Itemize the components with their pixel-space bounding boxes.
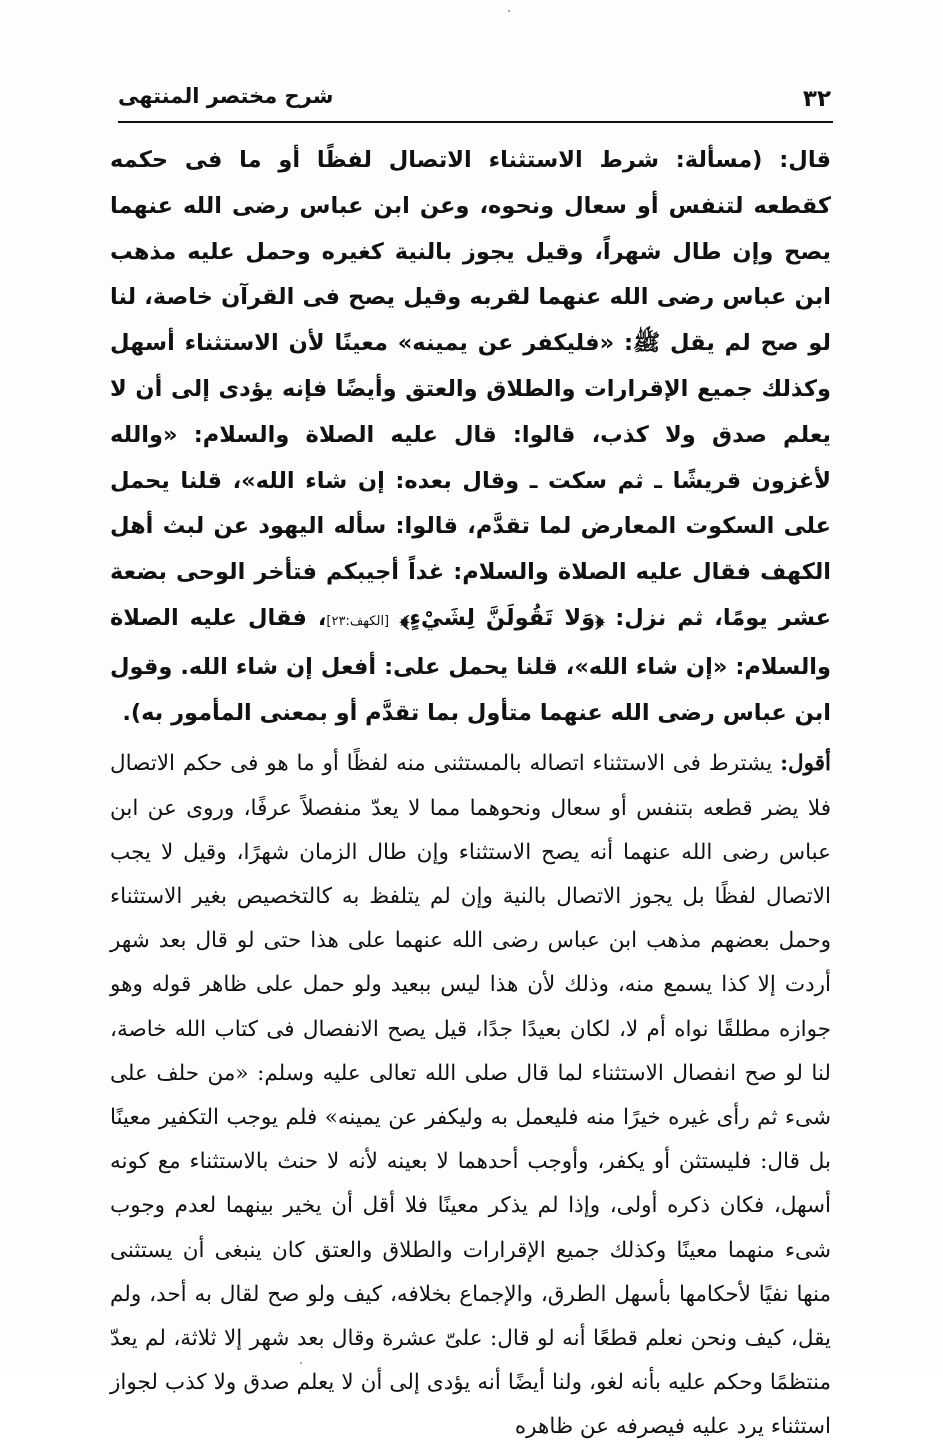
scan-speck (300, 1362, 302, 1364)
quran-reference: [الكهف:٢٣] (326, 613, 390, 629)
commentary-paragraph (110, 742, 831, 1449)
page-number: ٣٢ (802, 86, 831, 112)
quote-text: (مسألة: شرط الاستثناء الاتصال لفظًا أو ما فى حكمه كقطعه لتنفس أو سعال ونحوه، وعن ابن عباس رضى الله عنهما يصح وإن طال شهراً، وقيل يجوز بالنية كغيره وحمل عليه مذهب ابن عباس رضى الله عنهما لقربه وقيل يصح فى القرآن خاصة، لنا لو صح لم يقل ﷺ: «فليكفر عن يمينه» معينًا لأن الاستثناء أسهل وكذلك جميع الإقرارات والطلاق والعتق وأيضًا فإنه يؤدى إلى أن لا يعلم صدق ولا كذب، قالوا: قال عليه الصلاة والسلام: «والله لأغزون قريشًا ـ ثم سكت ـ وقال بعده: إن شاء الله»، قلنا يحمل على السكوت المعارض لما تقدَّم، قالوا: سأله اليهود عن لبث أهل الكهف فقال عليه الصلاة والسلام: غداً أجيبكم فتأخر الوحى بضعة عشر يومًا، ثم نزل: ﴿وَلا تَقُولَنَّ لِشَيْءٍ﴾ (110, 147, 831, 631)
running-title: شرح مختصر المنتهى (118, 84, 334, 108)
header-rule (118, 121, 833, 123)
quote-text-continued: ، فقال عليه الصلاة والسلام: «إن شاء الله»، قلنا يحمل على: أفعل إن شاء الله. وقول ابن عباس رضى الله عنهما متأول بما تقدَّم أو بمعنى المأمور به). (110, 604, 831, 726)
sharh-commentary (110, 742, 831, 1449)
scan-speck (508, 10, 510, 12)
page-header (118, 82, 831, 118)
commentary-text: يشترط فى الاستثناء اتصاله بالمستثنى منه لفظًا أو ما هو فى حكم الاتصال فلا يضر قطعه بتنفس أو سعال ونحوهما مما لا يعدّ منفصلاً عرفًا، وروى عن ابن عباس رضى الله عنهما أنه يصح الاستثناء وإن طال الزمان شهرًا، وقيل لا يجب الاتصال لفظًا بل يجوز الاتصال بالنية وإن لم يتلفظ به كالتخصيص بغير الاستثناء وحمل بعضهم مذهب ابن عباس رضى الله عنهما على هذا حتى لو قال بعد شهر أردت إلا كذا يسمع منه، وذلك لأن هذا ليس ببعيد ولو حمل على ظاهر قوله وهو جوازه مطلقًا نواه أم لا، لكان بعيدًا جدًا، قيل يصح الانفصال فى كتاب الله خاصة، لنا لو صح انفصال الاستثناء لما قال صلى الله تعالى عليه وسلم: «من حلف على شىء ثم رأى غيره خيرًا منه فليعمل به وليكفر عن يمينه» فلم يوجب التكفير معينًا بل قال: فليستثن أو يكفر، وأوجب أحدهما لا بعينه لأنه لا حنث بالاستثناء مع كونه أسهل، فكان ذكره أولى، وإذا لم يذكر معينًا فلا أقل أن يخير بينهما لعدم وجوب شىء منهما معينًا وكذلك جميع الإقرارات والطلاق والعتق كان ينبغى أن يستثنى منها نفيًا لأحكامها بأسهل الطرق، والإجماع بخلافه، كيف ولو صح لقال به أحد، ولم يقل، كيف ونحن نعلم قطعًا أنه لو قال: علىّ عشرة وقال بعد شهر إلا ثلاثة، لم يعدّ منتظمًا وحكم عليه بأنه لغو، ولنا أيضًا أنه يؤدى إلى أن لا يعلم صدق ولا كذب لجواز استثناء يرد عليه فيصرفه عن ظاهره (110, 751, 831, 1440)
quote-label: قال: (779, 147, 831, 173)
page-body (110, 138, 831, 1450)
matn-paragraph (110, 138, 831, 736)
commentary-label: أقول: (780, 751, 831, 777)
matn-quote (110, 138, 831, 736)
